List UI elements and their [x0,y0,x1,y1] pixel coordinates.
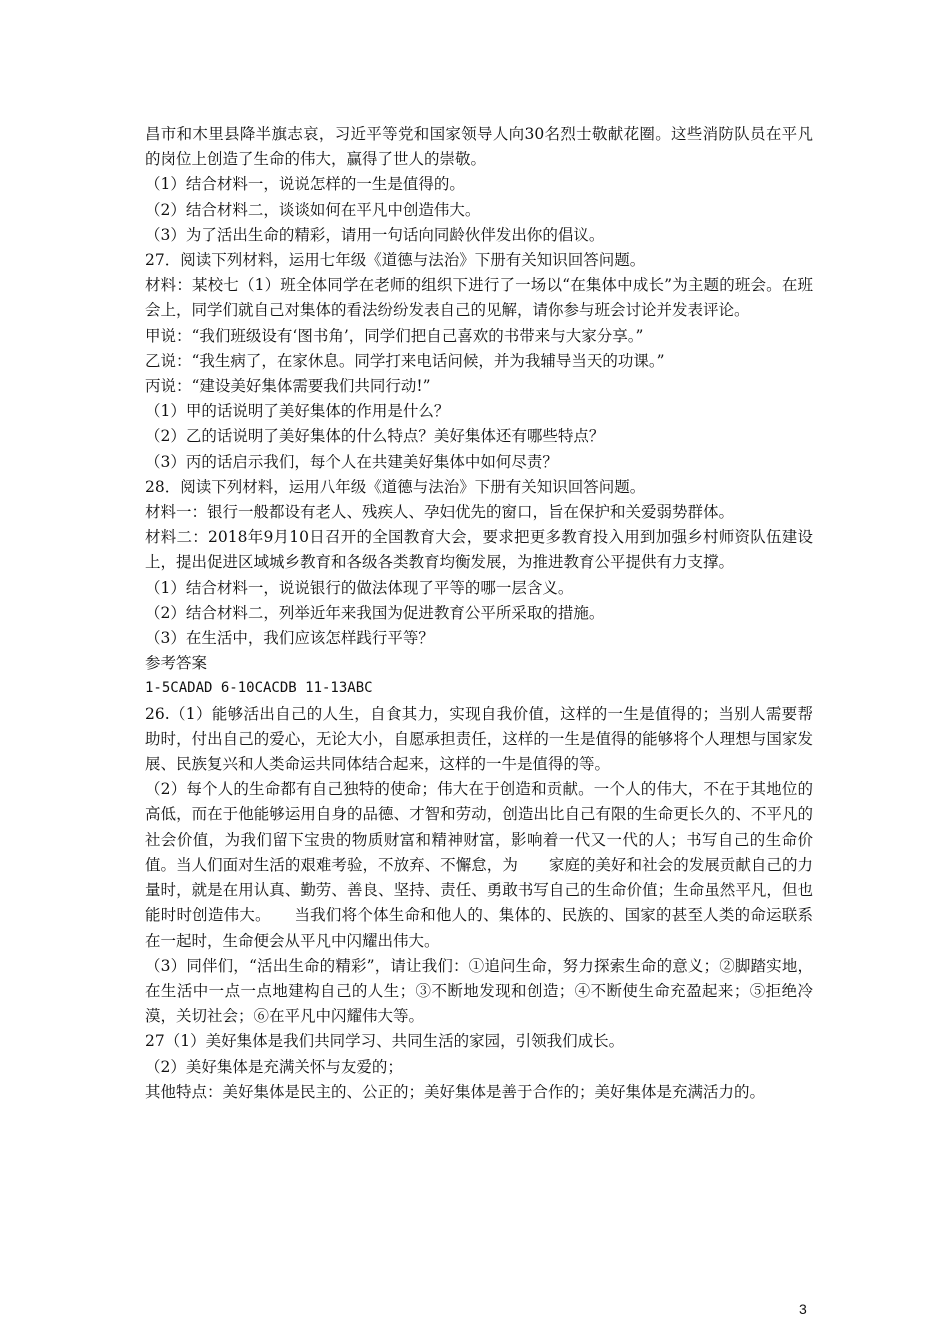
answer-27-part-1: 27（1）美好集体是我们共同学习、共同生活的家园，引领我们成长。 [145,1032,625,1051]
choice-answers: 1-5CADAD 6-10CACDB 11-13ABC [145,680,373,697]
q27-sub-question-3: （3）丙的话启示我们，每个人在共建美好集体中如何尽责？ [145,452,558,471]
q26-sub-question-2: （2）结合材料二，谈谈如何在平凡中创造伟大。 [145,200,481,219]
answer-27-part-2: （2）美好集体是充满关怀与友爱的； [145,1057,403,1076]
q27-statement-jia: 甲说：“我们班级设有‘图书角’，同学们把自己喜欢的书带来与大家分享。” [145,326,644,345]
q28-sub-question-2: （2）结合材料二，列举近年来我国为促进教育公平所采取的措施。 [145,603,605,622]
q28-title: 28．阅读下列材料，运用八年级《道德与法治》下册有关知识回答问题。 [145,477,646,496]
q27-sub-question-1: （1）甲的话说明了美好集体的作用是什么？ [145,402,450,421]
q28-sub-question-3: （3）在生活中，我们应该怎样践行平等？ [145,629,434,648]
q28-material-2: 材料二：2018年9月10日召开的全国教育大会，要求把更多教育投入用到加强乡村师资队伍建设上，提出促进区域城乡教育和各级各类教育均衡发展，为推进教育公平提供有力支撑。 [145,528,813,572]
document-page [145,122,813,1105]
answer-26-part-3: （3）同伴们，“活出生命的精彩”，请让我们：①追问生命，努力探索生命的意义；②脚踏实地，在生活中一点一点地建构自己的人生；③不断地发现和创造；④不断使生命充盈起来；⑤拒绝冷漠，关切社会；⑥在平凡中闪耀伟大等。 [145,956,813,1026]
q28-material-1: 材料一：银行一般都设有老人、残疾人、孕妇优先的窗口，旨在保护和关爱弱势群体。 [145,503,735,522]
page-number: 3 [799,1301,807,1317]
q27-statement-yi: 乙说：“我生病了，在家休息。同学打来电话问候，并为我辅导当天的功课。” [145,351,665,370]
q27-title: 27．阅读下列材料，运用七年级《道德与法治》下册有关知识回答问题。 [145,251,646,270]
answer-26-part-2: （2）每个人的生命都有自己独特的使命；伟大在于创造和贡献。一个人的伟大，不在于其地位的高低，而在于他能够运用自身的品德、才智和劳动，创造出比自己有限的生命更长久的、不平凡的社会价值，为我们留下宝贵的物质财富和精神财富，影响着一代又一代的人；书写自己的生命价值。当人们面对生活的艰难考验，不放弃、不懈怠，为 家庭的美好和社会的发展贡献自己的力量时，就是在用认真、勤劳、善良、坚持、责任、勇敢书写自己的生命价值；生命虽然平凡，但也能时时创造伟大。 当我们将个体生命和他人的、集体的、民族的、国家的甚至人类的命运联系在一起时，生命便会从平凡中闪耀出伟大。 [145,780,813,950]
q26-material-continuation: 昌市和木里县降半旗志哀，习近平等党和国家领导人向30名烈士敬献花圈。这些消防队员在平凡的岗位上创造了生命的伟大，赢得了世人的崇敬。 [145,125,813,169]
q27-sub-question-2: （2）乙的话说明了美好集体的什么特点？美好集体还有哪些特点？ [145,427,605,446]
answer-27-other-features: 其他特点：美好集体是民主的、公正的；美好集体是善于合作的；美好集体是充满活力的。 [145,1082,766,1101]
q28-sub-question-1: （1）结合材料一，说说银行的做法体现了平等的哪一层含义。 [145,578,574,597]
q26-sub-question-1: （1）结合材料一，说说怎样的一生是值得的。 [145,175,465,194]
q27-material: 材料：某校七（1）班全体同学在老师的组织下进行了一场以“在集体中成长”为主题的班会。在班会上，同学们就自己对集体的看法纷纷发表自己的见解，请你参与班会讨论并发表评论。 [145,276,813,320]
answers-heading: 参考答案 [145,654,208,673]
q26-sub-question-3: （3）为了活出生命的精彩，请用一句话向同龄伙伴发出你的倡议。 [145,225,605,244]
q27-statement-bing: 丙说：“建设美好集体需要我们共同行动!” [145,377,431,396]
answer-26-part-1: 26.（1）能够活出自己的人生，自食其力，实现自我价值，这样的一生是值得的；当别人需要帮助时，付出自己的爱心，无论大小，自愿承担责任，这样的一生是值得的能够将个人理想与国家发展、民族复兴和人类命运共同体结合起来，这样的一牛是值得的等。 [145,704,813,774]
